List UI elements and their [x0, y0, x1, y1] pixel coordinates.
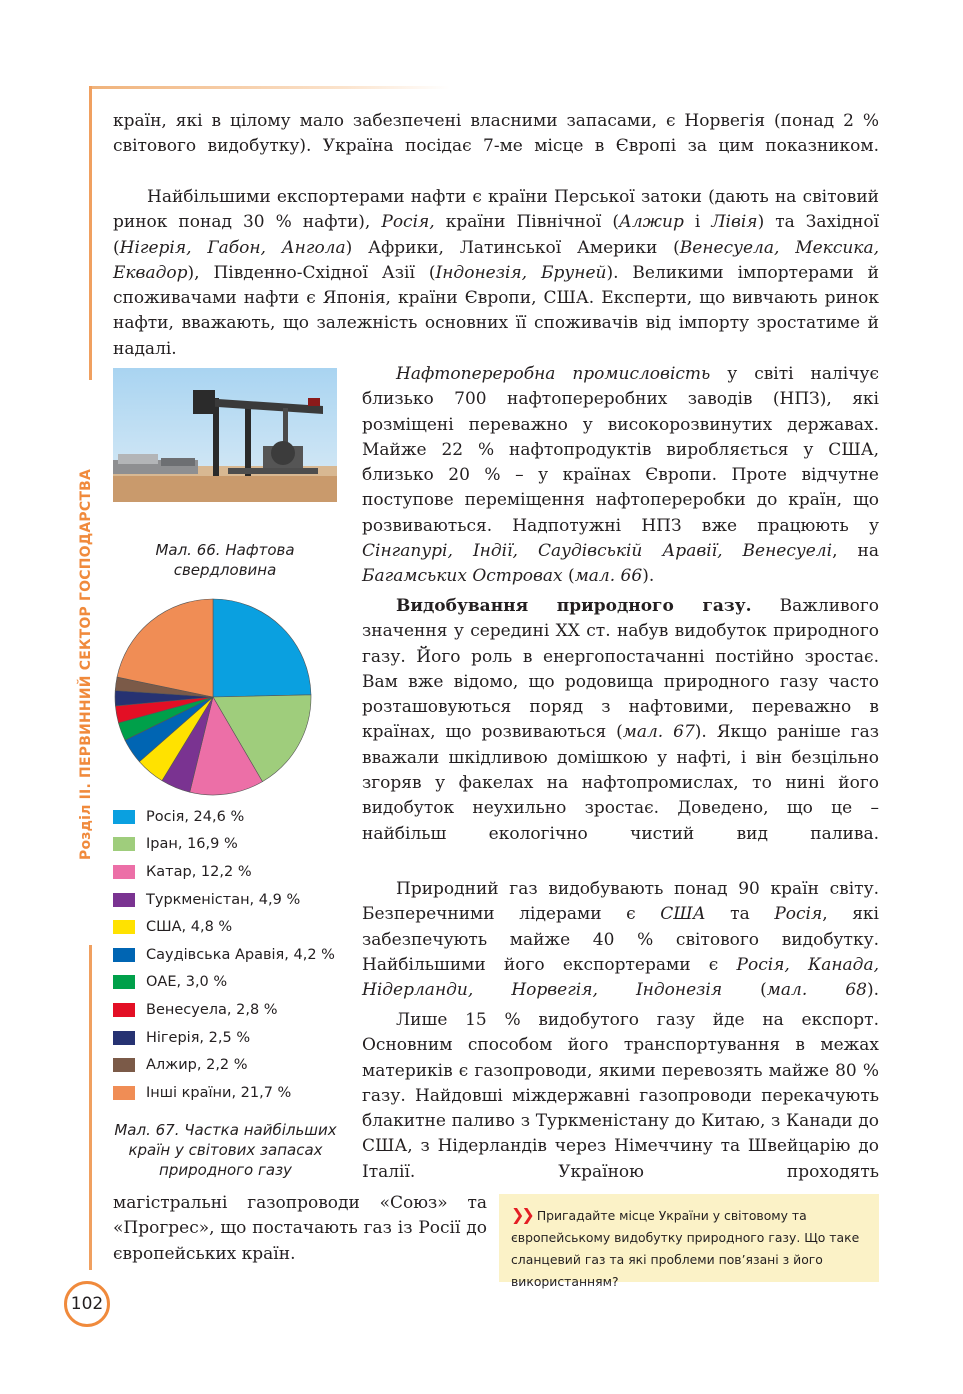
legend-item [113, 858, 348, 886]
legend-swatch [113, 920, 135, 934]
text-run: Сінгапурі, Індії, Саудівській Аравії, Венесуелі [362, 541, 833, 562]
paragraph [113, 109, 879, 160]
text-run: Видобування природного газу. [396, 596, 752, 616]
text-run: США [660, 904, 706, 925]
text-run: ) та Західної ( [113, 212, 880, 258]
side-rule-bottom [89, 945, 92, 1270]
gas-reserves-pie-chart [113, 597, 313, 797]
text-run: ( [722, 980, 767, 1001]
text-run: , які забезпечують майже 40 % світового видобутку. Найбільшими його експортерами є [362, 904, 879, 975]
legend-swatch [113, 975, 135, 989]
paragraph [362, 1008, 879, 1185]
text-run: Природний газ видобувають понад 90 країн світу. Безперечними лідерами є [362, 879, 879, 925]
side-rule-top [89, 86, 92, 380]
text-run: та [705, 904, 775, 925]
legend-label: Туркменістан, 4,9 % [146, 891, 301, 908]
legend-swatch [113, 837, 135, 851]
text-run: Венесуела, Мексика, Еквадор [113, 237, 879, 283]
legend-swatch [113, 1003, 135, 1017]
oil-pump-photo [113, 368, 337, 502]
text-run: Росія, [381, 212, 435, 233]
paragraph [362, 362, 879, 590]
chart-legend [113, 803, 348, 1107]
legend-label: США, 4,8 % [146, 919, 233, 936]
text-run: ( [562, 566, 575, 587]
legend-item [113, 1024, 348, 1052]
legend-item [113, 941, 348, 969]
question-callout [499, 1194, 879, 1289]
legend-label: Інші країни, 21,7 % [146, 1084, 292, 1101]
text-run: і [683, 212, 712, 233]
text-run: країн, які в цілому мало забезпечені власними запасами, є Норвегія (понад 2 % світового видобутку). Україна посідає 7-ме місце в Європі за цим показником. [113, 111, 879, 157]
text-run: Лише 15 % видобутого газу йде на експорт. Основним способом його транспортування в межах материків є газопроводи, якими перевозять майже 80 % газу. Найдовші міждержавні газопроводи перекачують блакитне паливо з Туркменістану до Китаю, з Канади до США, з Нідерландів через Німеччину та Швейцарію до Італії. Україною проходять [362, 1010, 879, 1182]
page-number: 102 [64, 1281, 110, 1327]
legend-label: Алжир, 2,2 % [146, 1057, 248, 1074]
legend-swatch [113, 1031, 135, 1045]
legend-label: Іран, 16,9 % [146, 836, 238, 853]
text-run: Алжир [618, 212, 684, 233]
text-run: магістральні газопроводи «Союз» та «Прогрес», що постачають газ із Росії до європейських країн. [113, 1193, 487, 1264]
text-run: Багамських Островах [362, 566, 563, 587]
legend-label: Саудівська Аравія, 4,2 % [146, 946, 335, 963]
text-run: Нігерія, Габон, Ангола [119, 237, 346, 258]
legend-item [113, 913, 348, 941]
legend-swatch [113, 810, 135, 824]
figure-67-caption: Мал. 67. Частка найбільших країн у світових запасах природного газу [114, 1121, 337, 1179]
legend-swatch [113, 1086, 135, 1100]
legend-item [113, 969, 348, 997]
legend-swatch [113, 1058, 135, 1072]
text-run: Нафтопереробна промисловість [396, 364, 711, 384]
legend-item [113, 996, 348, 1024]
text-run: мал. 68 [766, 980, 867, 1001]
legend-label: Катар, 12,2 % [146, 863, 252, 880]
legend-swatch [113, 865, 135, 879]
paragraph [113, 1191, 487, 1267]
text-run: Важливого значення у середині XX ст. набув видобуток природного газу. Його роль в енергопостачанні постійно зростає. Вам вже відомо, що родовища природного газу часто розташовуються поряд з нафтовими, переважно в країнах, що розвиваються ( [362, 596, 879, 743]
text-run: ). Великими імпортерами й споживачами нафти є Японія, країни Європи, США. Експерти, що вивчають ринок нафти, вважають, що залежність основних її споживачів від імпорту зростатиме й надалі. [113, 262, 879, 359]
text-run: мал. 67 [622, 722, 695, 743]
text-run: країни Північної ( [434, 212, 619, 233]
text-run: Росія, Канада, Нідерланди, Норвегія, Індонезія [362, 954, 879, 1001]
section-title: Розділ II. ПЕРВИННИЙ СЕКТОР ГОСПОДАРСТВА [78, 468, 94, 860]
legend-label: Венесуела, 2,8 % [146, 1001, 278, 1018]
text-run: мал. 66 [574, 566, 643, 587]
legend-item [113, 803, 348, 831]
legend-label: ОАЕ, 3,0 % [146, 974, 228, 991]
legend-label: Росія, 24,6 % [146, 808, 245, 825]
legend-label: Нігерія, 2,5 % [146, 1029, 251, 1046]
legend-item [113, 1079, 348, 1107]
text-run: ). [866, 980, 879, 1001]
text-run: ). [642, 566, 655, 587]
text-run: ). Якщо раніше газ вважали шкідливою домішкою у нафті, і він безцільно згоряв у факелах на нафтопромислах, то нині його видобуток неухильно зростає. Доведено, що це – найбільш екологічно чистий вид палива. [362, 722, 880, 844]
text-run: Найбільшими експортерами нафти є країни Перської затоки (дають на світовий ринок понад 30 % нафти), [113, 187, 879, 233]
callout-text: Пригадайте місце України у світовому та європейському видобутку природного газу. Що таке сланцевий газ та які проблеми пов’язані з його використанням? [511, 1208, 860, 1289]
legend-item [113, 886, 348, 914]
text-run: Росія [774, 904, 823, 925]
legend-item [113, 831, 348, 859]
paragraph [113, 185, 879, 362]
paragraph [362, 877, 879, 1003]
text-run: ) Африки, Латинської Америки ( [345, 237, 680, 258]
text-run: Індонезія, Бруней [435, 262, 607, 283]
text-run: у світі налічує близько 700 нафтопереробних заводів (НПЗ), які розміщені переважно у високорозвинутих державах. Майже 22 % нафтопродуктів виробляється у США, близько 20 % – у країнах Європи. Проте відчутне поступове переміщення нафтопереробки до країн, що розвиваються. Надпотужні НПЗ вже працюють у [362, 364, 879, 536]
text-run: ), Південно-Східної Азії ( [187, 262, 436, 283]
figure-66-caption: Мал. 66. Нафтова свердловина [155, 541, 295, 579]
legend-item [113, 1051, 348, 1079]
text-run: Лівія [711, 212, 758, 233]
legend-swatch [113, 893, 135, 907]
pie-slice-1 [213, 599, 311, 697]
text-run: , на [832, 541, 879, 562]
paragraph [362, 594, 879, 847]
legend-swatch [113, 948, 135, 962]
double-chevron-icon: ❯❯ [511, 1205, 532, 1224]
top-rule [90, 86, 450, 89]
